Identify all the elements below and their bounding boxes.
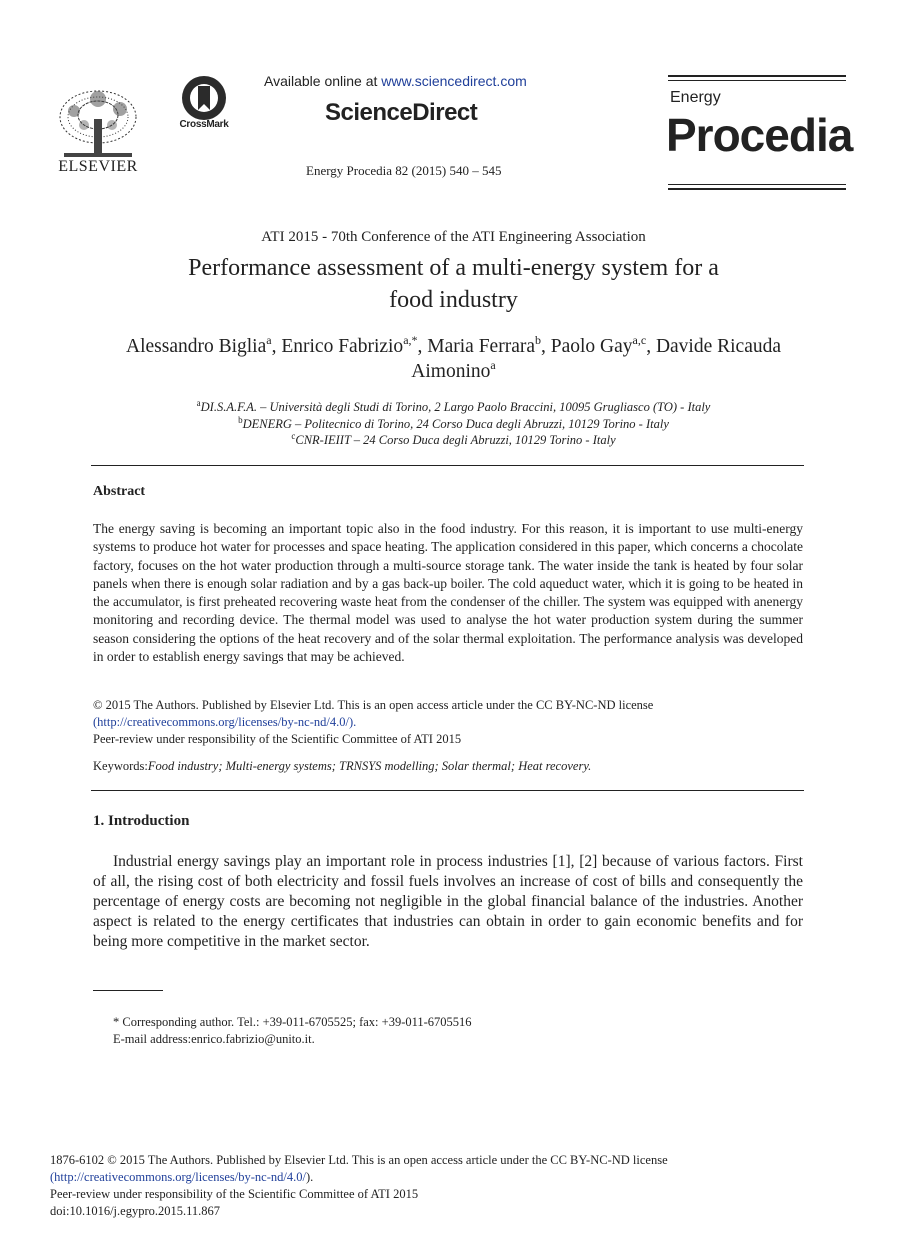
author-name: Enrico Fabrizio: [281, 336, 404, 357]
divider-bottom: [91, 790, 804, 791]
sciencedirect-link[interactable]: www.sciencedirect.com: [381, 73, 527, 89]
affiliation-mark: a: [196, 398, 201, 408]
available-prefix: Available online at: [264, 73, 382, 89]
footnote-divider: [93, 990, 163, 991]
author-affiliation-mark: a: [266, 333, 272, 347]
affiliation-mark: b: [238, 414, 243, 425]
keywords-label: Keywords:: [93, 759, 148, 773]
title-line-1: Performance assessment of a multi-energy system for a: [188, 255, 719, 281]
author-name: Alessandro Biglia: [125, 336, 267, 357]
affiliation-text: DI.S.A.F.A. – Università degli Studi di Torino, 2 Largo Paolo Braccini, 10095 Grugliasco (TO) - Italy: [200, 400, 711, 414]
journal-logo-procedia: Procedia: [666, 109, 853, 161]
conference-name: ATI 2015 - 70th Conference of the ATI Engineering Association: [261, 229, 646, 245]
logo-rule-top: [668, 75, 846, 77]
journal-reference: Energy Procedia 82 (2015) 540 – 545: [306, 163, 502, 178]
issn-copyright-line: 1876-6102 © 2015 The Authors. Published by Elsevier Ltd. This is an open access article under the CC BY-NC-ND license: [50, 1153, 668, 1167]
copyright-line: © 2015 The Authors. Published by Elsevier Ltd. This is an open access article under the CC BY-NC-ND license: [93, 698, 654, 712]
journal-logo-energy: Energy: [670, 89, 721, 106]
peer-review-line: Peer-review under responsibility of the Scientific Committee of ATI 2015: [93, 732, 462, 746]
author-name: Maria Ferrara: [427, 336, 535, 357]
crossmark-label: CrossMark: [179, 119, 229, 130]
affiliation-text: CNR-IEIIT – 24 Corso Duca degli Abruzzi, 10129 Torino - Italy: [295, 433, 616, 447]
author-affiliation-mark: b: [535, 333, 541, 347]
corresponding-author: * Corresponding author. Tel.: +39-011-6705525; fax: +39-011-6705516: [113, 1015, 472, 1029]
paper-title: [100, 252, 807, 316]
abstract-body: The energy saving is becoming an important topic also in the food industry. For this reason, it is important to use multi-energy systems to produce hot water for processes and space heating. The application considered in this paper, which concerns a chocolate factory, focuses on the hot water production through a multi-source storage tank. The water inside the tank is heated by four solar panels when there is enough solar radiation and by a gas back-up boiler. The cold aqueduct water, which it is going to be heated in the accumulator, is first preheated recovering waste heat from the condenser of the chiller. The system was equipped with anenergy monitoring and recording device. The thermal model was used to analyse the hot water production system during the summer season considering the options of the heat recovery and of the solar thermal exploitation. The performance analysis was developed in order to establish energy savings that may be achieved.: [93, 521, 803, 665]
logo-rule-bottom-thin: [668, 184, 846, 185]
bottom-license-link[interactable]: (http://creativecommons.org/licenses/by-nc-nd/4.0/: [50, 1170, 306, 1184]
affiliation-list: [0, 399, 907, 449]
section-heading: 1. Introduction: [93, 813, 190, 829]
available-online-text: [264, 73, 527, 89]
logo-rule-bottom: [668, 188, 846, 190]
author-affiliation-mark: a,c: [632, 333, 647, 347]
logo-rule-top-thin: [668, 80, 846, 81]
bottom-peer-review: Peer-review under responsibility of the Scientific Committee of ATI 2015: [50, 1187, 419, 1201]
title-line-2: food industry: [389, 287, 518, 313]
author-name: Davide Ricauda Aimonino: [411, 336, 782, 382]
author-affiliation-mark: a: [490, 358, 496, 372]
intro-paragraph: Industrial energy savings play an important role in process industries [1], [2] because of various factors. First of all, the rising cost of both electricity and fossil fuels involves an increase of cost of bills and consequently the percentage of energy costs are becoming not negligible in the global financial balance of the industries. Another aspect is related to the energy certificates that industries can obtain in order to gain economic benefits and for being more competitive in the market sector.: [93, 853, 803, 950]
publication-info: [50, 1152, 668, 1220]
license-block: [93, 697, 803, 748]
affiliation-item: [0, 416, 907, 433]
author-affiliation-mark: a,*: [403, 333, 418, 347]
author-name: Paolo Gay: [550, 336, 633, 357]
bottom-license-tail: ).: [305, 1170, 314, 1184]
keywords-line: [93, 759, 803, 774]
footnote: [113, 1014, 472, 1048]
author-list: Alessandro Biglia$^a$, Enrico Fabrizio$^{a,*}$, Maria Ferrara$^b$, Paolo Gay$^{a,c}$, Davide Ricauda Aimonino$^a$: [125, 333, 782, 382]
affiliation-text: DENERG – Politecnico di Torino, 24 Corso Duca degli Abruzzi, 10129 Torino - Italy: [242, 416, 669, 431]
bottom-license-line: [50, 1169, 668, 1186]
divider-top: [91, 465, 804, 466]
email-address: E-mail address:enrico.fabrizio@unito.it.: [113, 1032, 315, 1046]
keywords-list: Food industry; Multi-energy systems; TRNSYS modelling; Solar thermal; Heat recovery.: [147, 759, 592, 773]
affiliation-item: [0, 432, 907, 449]
abstract-heading: Abstract: [93, 484, 146, 499]
publisher-name: ELSEVIER: [58, 158, 138, 175]
sciencedirect-logo: ScienceDirect: [325, 99, 478, 126]
doi: doi:10.1016/j.egypro.2015.11.867: [50, 1204, 221, 1218]
license-link[interactable]: (http://creativecommons.org/licenses/by-nc-nd/4.0/).: [93, 715, 357, 729]
license-link-line: [93, 714, 803, 731]
affiliation-item: [0, 399, 907, 416]
affiliation-mark: c: [291, 431, 296, 441]
